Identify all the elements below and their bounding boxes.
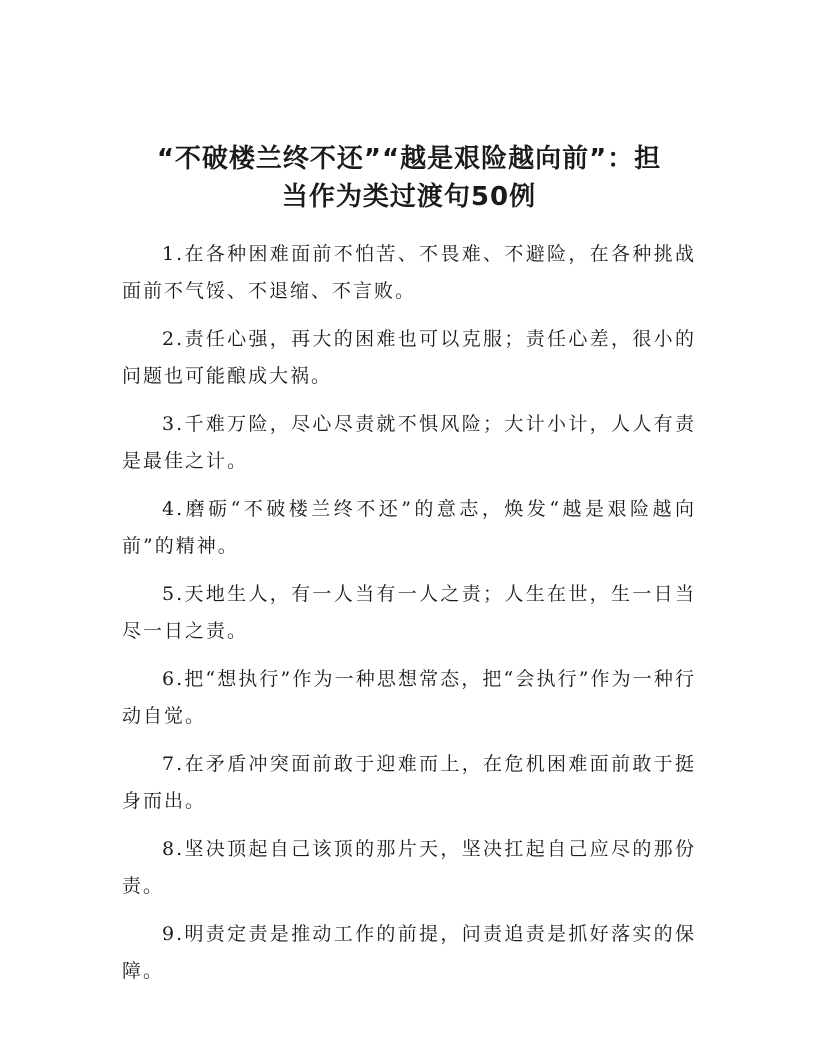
list-item: 8.坚决顶起自己该顶的那片天，坚决扛起自己应尽的那份责。: [122, 838, 696, 897]
list-item: 5.天地生人，有一人当有一人之责；人生在世，生一日当尽一日之责。: [122, 583, 696, 642]
list-item: 1.在各种困难面前不怕苦、不畏难、不避险，在各种挑战面前不气馁、不退缩、不言败。: [122, 243, 696, 302]
title-line-2: 当作为类过渡句50例: [281, 182, 537, 212]
list-item: 4.磨砺“不破楼兰终不还”的意志，焕发“越是艰险越向前”的精神。: [122, 498, 696, 557]
list-item: 9.明责定责是推动工作的前提，问责追责是抓好落实的保障。: [122, 923, 696, 982]
list-item: 3.千难万险，尽心尽责就不惧风险；大计小计，人人有责是最佳之计。: [122, 413, 696, 472]
list-item: 7.在矛盾冲突面前敢于迎难而上，在危机困难面前敢于挺身而出。: [122, 753, 696, 812]
list-item: 6.把“想执行”作为一种思想常态，把“会执行”作为一种行动自觉。: [122, 668, 696, 727]
document-title: [122, 140, 696, 216]
title-line-1: “不破楼兰终不还”“越是艰险越向前”：担: [156, 144, 662, 174]
list-item: 2.责任心强，再大的困难也可以克服；责任心差，很小的问题也可能酿成大祸。: [122, 328, 696, 387]
